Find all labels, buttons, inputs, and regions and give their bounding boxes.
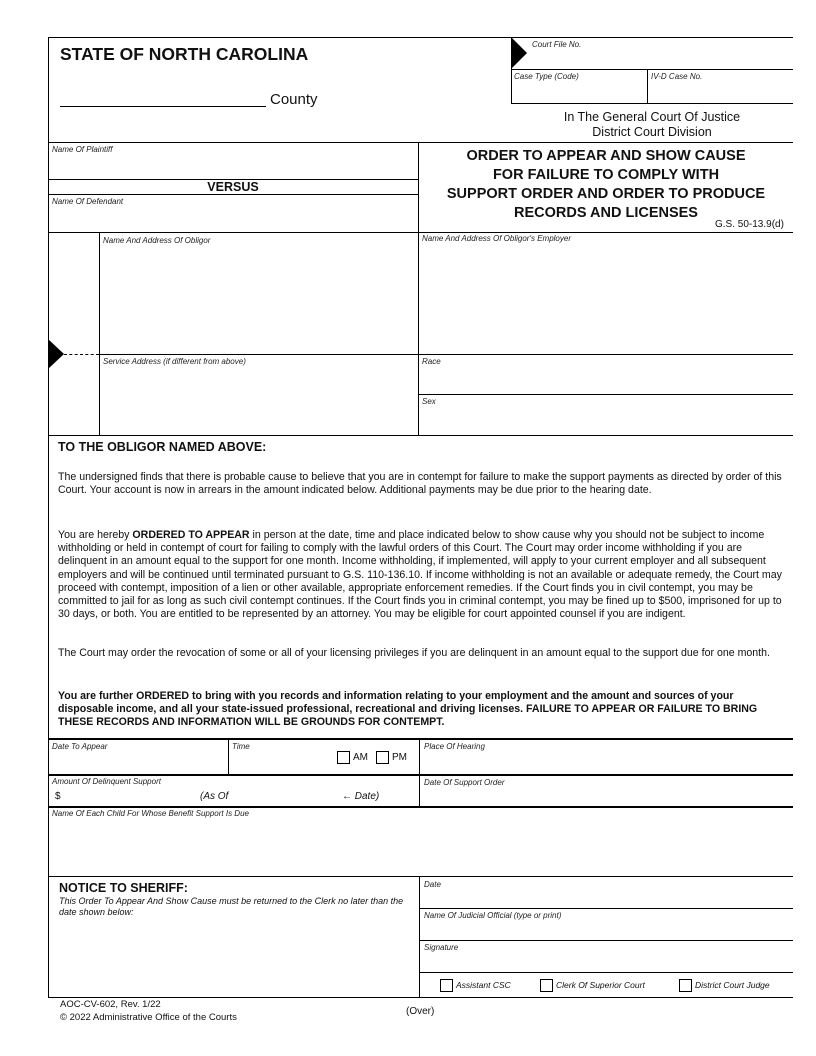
sheriff-top-line [48,876,793,877]
assistant-csc-checkbox[interactable] [440,979,453,992]
ivd-label: IV-D Case No. [651,72,703,81]
service-address-label: Service Address (if different from above) [103,357,246,366]
order-title-line-3: SUPPORT ORDER AND ORDER TO PRODUCE [446,186,766,202]
case-type-bottom [511,103,793,104]
sex-label: Sex [422,397,436,406]
obligor-name-label: Name And Address Of Obligor [103,236,211,245]
signature-label[interactable]: Signature [424,943,459,952]
sheriff-date-line [419,908,793,909]
race-line [418,394,793,395]
employer-label: Name And Address Of Obligor's Employer [422,234,571,243]
place-of-hearing-label[interactable]: Place Of Hearing [424,742,485,751]
district-judge-label: District Court Judge [695,979,770,990]
order-title-line-2: FOR FAILURE TO COMPLY WITH [492,167,720,183]
pm-checkbox[interactable] [376,751,389,764]
assistant-csc-option[interactable] [440,979,511,992]
court-file-label: Court File No. [532,40,582,49]
signature-line [419,972,793,973]
case-type-divider [647,69,648,103]
copyright: © 2022 Administrative Office of the Courts [60,1012,237,1023]
form-id: AOC-CV-602, Rev. 1/22 [60,999,161,1010]
para2-rest: in person at the date, time and place indicated below to show cause why you should not be subject to income withholding or held in contempt of court for failing to comply with the lawful orders of this Court. The Court may order income withholding if you are delinquent in an amount equal to the support for one month. Income withholding, if implemented, will apply to your current employer and all subsequent employers and will be continued until terminated pursuant to G.S. 110-136.10. If income withholding is not an available or adequate remedy, the Court may proceed with contempt, imposition of a lien or other available, appropriate enforcement remedies. If the Court finds you in civil contempt, you may be committed to jail for as long as such civil contempt continues. If the Court finds you in criminal contempt, you may be fined up to $500, imprisoned for up to 30 days, or both. You are entitled to be represented by an attorney. You may be eligible for court appointed counsel if you are indigent. [58,529,782,621]
support-order-date-label[interactable]: Date Of Support Order [424,778,505,787]
date-time-divider [228,738,229,774]
parties-top-line [48,142,793,143]
dollar-sign: $ [55,791,61,802]
hearing-mid-line [48,774,793,776]
clerk-superior-option[interactable] [540,979,645,992]
time-label[interactable]: Time [232,742,250,751]
pm-label: PM [392,752,407,764]
ordered-to-appear-paragraph [58,529,790,621]
am-checkbox[interactable] [337,751,350,764]
order-title-line-4: RECORDS AND LICENSES [514,205,698,221]
county-label: County [270,91,318,108]
state-title: STATE OF NORTH CAROLINA [60,44,309,64]
defendant-label: Name Of Defendant [52,197,124,206]
obligor-bottom-line [48,435,793,436]
versus-line [48,194,418,195]
sheriff-date-label[interactable]: Date [424,880,441,889]
versus-label: VERSUS [207,180,259,194]
court-name: In The General Court Of Justice [563,110,741,124]
sheriff-divider [419,876,420,997]
race-label: Race [422,357,441,366]
parties-divider [418,142,419,435]
sheriff-heading: NOTICE TO SHERIFF: [59,881,188,895]
obligor-left-divider [99,232,100,435]
am-label: AM [353,752,368,764]
hearing-top-line [48,738,793,740]
top-border [48,37,793,38]
sheriff-text: This Order To Appear And Show Cause must be returned to the Clerk no later than the date shown below: [59,896,404,917]
records-order-paragraph: You are further ORDERED to bring with you records and information relating to your employment and the amount and sources of your disposable income, and all your state-issued professional, recreational and driving licenses. FAILURE TO APPEAR OR FAILURE TO BRING THESE RECORDS AND INFORMATION WILL BE GROUNDS FOR CONTEMPT. [58,690,758,729]
as-of-label: (As Of [200,791,229,802]
order-title [420,147,792,223]
pm-option[interactable] [376,751,407,764]
over-label: (Over) [406,1006,435,1017]
official-line [419,940,793,941]
court-division: District Court Division [592,125,712,139]
children-label[interactable]: Name Of Each Child For Whose Benefit Support Is Due [52,809,249,818]
clerk-superior-checkbox[interactable] [540,979,553,992]
date-arrow-label: ← Date) [342,791,380,802]
para2-bold: ORDERED TO APPEAR [132,529,250,541]
plaintiff-label: Name Of Plaintiff [52,145,113,154]
license-revocation-paragraph: The Court may order the revocation of some or all of your licensing privileges if you are delinquent in an amount equal to the support due for one month. [58,647,770,659]
order-title-line-1: ORDER TO APPEAR AND SHOW CAUSE [466,148,746,164]
case-type-label: Case Type (Code) [514,72,579,81]
hearing-main-divider [419,738,420,806]
probable-cause-paragraph: The undersigned finds that there is probable cause to believe that you are in contempt for failure to make the support payments as directed by order of this Court. Your account is now in arrears in the amount indicated below. Additional payments may be due prior to the hearing date. [58,471,782,497]
county-blank-line[interactable] [60,106,266,107]
clerk-superior-label: Clerk Of Superior Court [556,979,645,990]
assistant-csc-label: Assistant CSC [456,979,511,990]
court-file-arrow-icon [511,37,527,69]
obligor-top-line [48,232,793,233]
court-file-line [511,69,793,70]
service-arrow-icon [48,339,64,369]
statute-reference: G.S. 50-13.9(d) [715,219,784,230]
obligor-heading: TO THE OBLIGOR NAMED ABOVE: [58,440,267,454]
amount-bottom-line [48,806,793,808]
am-option[interactable] [337,751,368,764]
date-to-appear-label[interactable]: Date To Appear [52,742,108,751]
service-dashed-line [64,354,99,355]
service-line [99,354,793,355]
amount-label[interactable]: Amount Of Delinquent Support [52,777,161,786]
district-judge-option[interactable] [679,979,770,992]
form-bottom-line [48,997,793,998]
court-file-box-left [511,37,512,103]
judicial-official-label[interactable]: Name Of Judicial Official (type or print) [424,911,562,920]
para2-prefix: You are hereby [58,529,133,541]
district-judge-checkbox[interactable] [679,979,692,992]
